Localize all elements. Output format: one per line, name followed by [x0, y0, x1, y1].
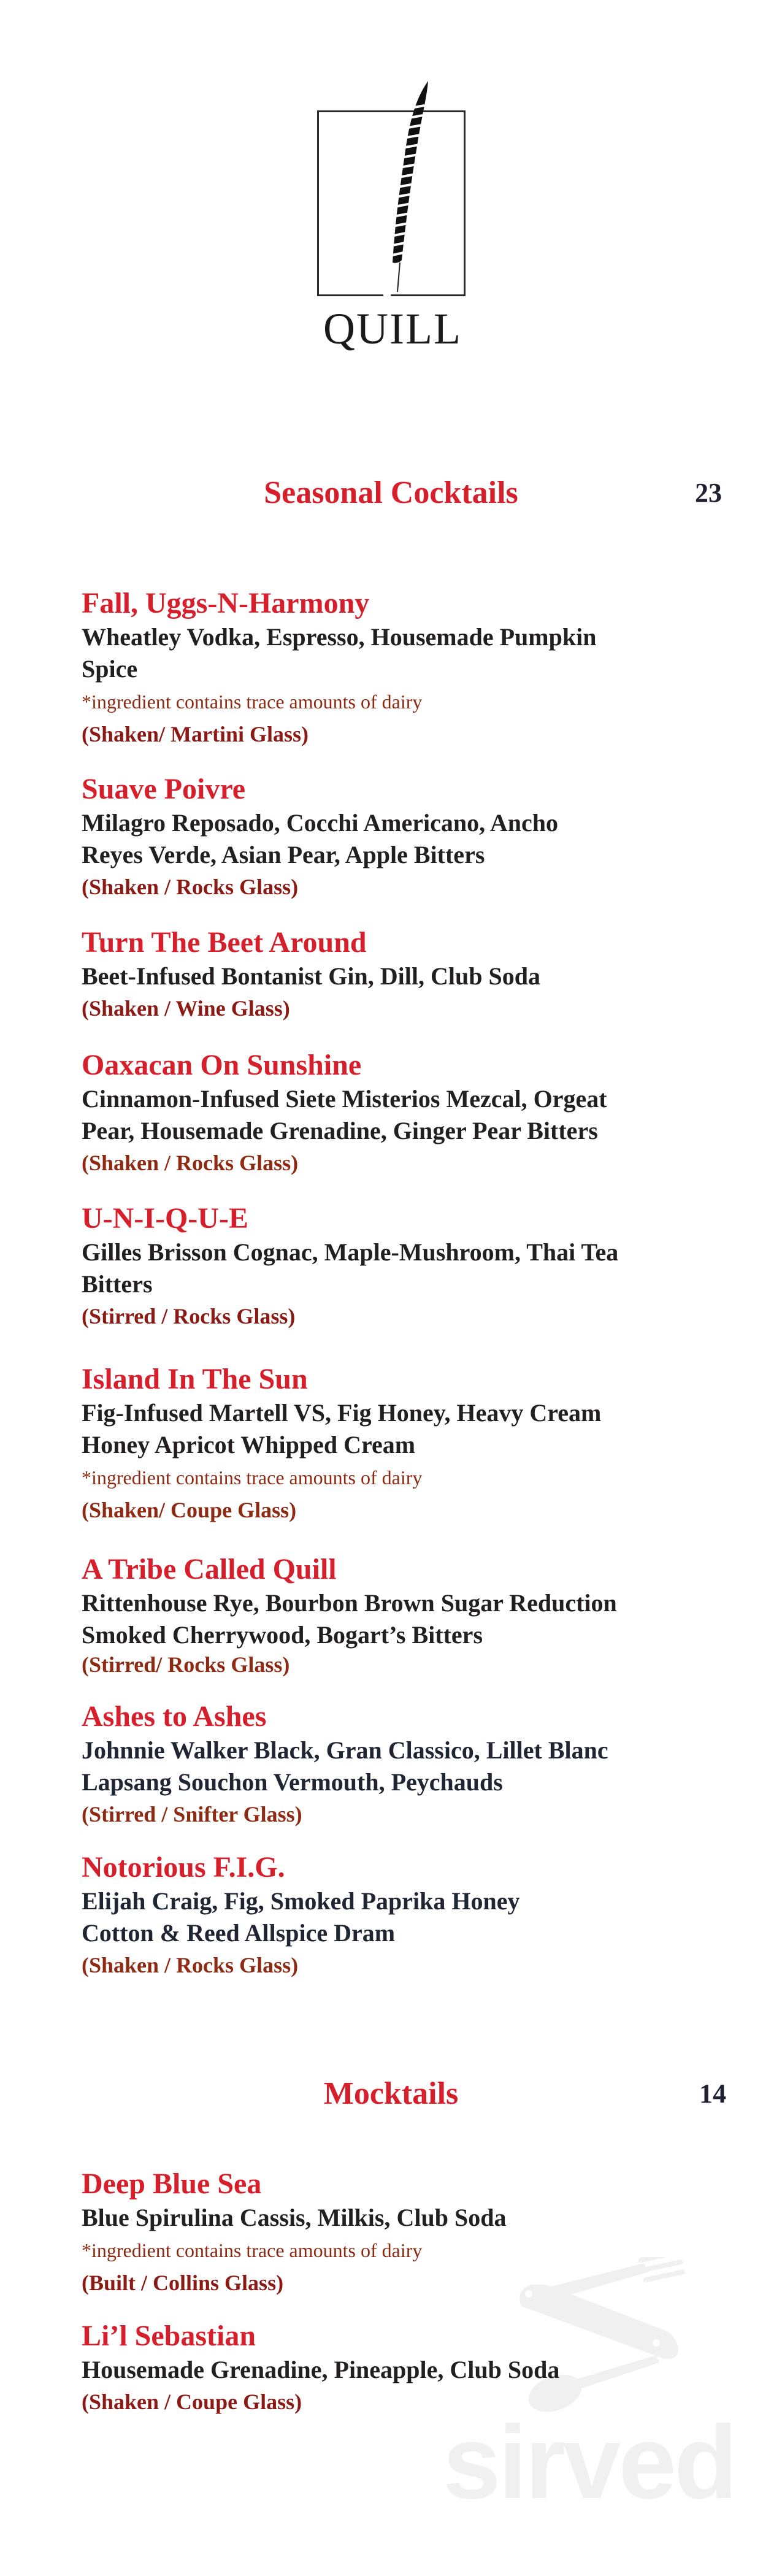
item-method: (Shaken / Rocks Glass): [82, 1151, 299, 1175]
item-method: (Stirred/ Rocks Glass): [82, 1652, 290, 1677]
feather-quill-icon: [368, 79, 442, 299]
section-price-seasonal-cocktails: 23: [695, 478, 722, 508]
item-method: (Stirred / Rocks Glass): [82, 1304, 296, 1328]
menu-item: [82, 1850, 707, 1981]
logo-wordmark: QUILL: [323, 304, 462, 353]
item-method: (Shaken / Rocks Glass): [82, 875, 299, 899]
item-name: A Tribe Called Quill: [82, 1553, 337, 1585]
menu-item: [82, 1552, 707, 1678]
item-method: (Shaken / Coupe Glass): [82, 2390, 302, 2414]
item-ingredients: Smoked Cherrywood, Bogart’s Bitters: [82, 1621, 483, 1649]
menu-item: [82, 586, 707, 750]
menu-item: [82, 1362, 707, 1526]
watermark-text: sirved: [443, 2404, 735, 2521]
menu-item: [82, 1699, 707, 1830]
item-ingredients: Pear, Housemade Grenadine, Ginger Pear Bitters: [82, 1117, 598, 1144]
item-ingredients: Cinnamon-Infused Siete Misterios Mezcal, Orgeat: [82, 1085, 607, 1113]
item-ingredients: Fig-Infused Martell VS, Fig Honey, Heavy Cream: [82, 1399, 602, 1427]
item-ingredients: Reyes Verde, Asian Pear, Apple Bitters: [82, 841, 485, 868]
item-name: Oaxacan On Sunshine: [82, 1049, 362, 1081]
menu-item: [82, 2318, 707, 2418]
item-method: (Shaken / Wine Glass): [82, 996, 290, 1021]
item-ingredients: Lapsang Souchon Vermouth, Peychauds: [82, 1768, 503, 1796]
item-method: (Built / Collins Glass): [82, 2271, 284, 2295]
item-name: Island In The Sun: [82, 1363, 308, 1395]
item-ingredients: Housemade Grenadine, Pineapple, Club Soda: [82, 2356, 560, 2383]
menu-item: [82, 2166, 707, 2299]
item-method: (Shaken/ Martini Glass): [82, 722, 309, 746]
item-dairy-note: *ingredient contains trace amounts of dairy: [82, 1466, 423, 1489]
item-dairy-note: *ingredient contains trace amounts of dairy: [82, 2239, 423, 2261]
item-name: Deep Blue Sea: [82, 2168, 262, 2200]
item-ingredients: Honey Apricot Whipped Cream: [82, 1431, 416, 1459]
item-name: Fall, Uggs-N-Harmony: [82, 587, 370, 619]
item-ingredients: Cotton & Reed Allspice Dram: [82, 1919, 396, 1947]
section-title-seasonal-cocktails: Seasonal Cocktails: [264, 475, 518, 510]
menu-item: [82, 925, 707, 1024]
item-ingredients: Johnnie Walker Black, Gran Classico, Lillet Blanc: [82, 1736, 608, 1764]
item-ingredients: Beet-Infused Bontanist Gin, Dill, Club Soda: [82, 962, 540, 990]
section-title-mocktails: Mocktails: [323, 2076, 459, 2111]
item-dairy-note: *ingredient contains trace amounts of dairy: [82, 691, 423, 713]
item-ingredients: Elijah Craig, Fig, Smoked Paprika Honey: [82, 1887, 520, 1915]
menu-item: [82, 772, 707, 903]
section-price-mocktails: 14: [699, 2079, 726, 2109]
item-name: Li’l Sebastian: [82, 2320, 256, 2352]
item-ingredients: Gilles Brisson Cognac, Maple-Mushroom, Thai Tea: [82, 1238, 619, 1266]
item-ingredients: Milagro Reposado, Cocchi Americano, Ancho: [82, 809, 559, 837]
item-ingredients: Spice: [82, 655, 138, 683]
item-name: U-N-I-Q-U-E: [82, 1202, 248, 1235]
item-method: (Stirred / Snifter Glass): [82, 1802, 302, 1827]
item-method: (Shaken / Rocks Glass): [82, 1953, 299, 1977]
item-name: Turn The Beet Around: [82, 926, 367, 959]
menu-item: [82, 1048, 707, 1179]
item-ingredients: Blue Spirulina Cassis, Milkis, Club Soda: [82, 2204, 507, 2231]
item-ingredients: Wheatley Vodka, Espresso, Housemade Pumpkin: [82, 623, 597, 651]
menu-item: [82, 1201, 707, 1332]
item-name: Suave Poivre: [82, 773, 246, 805]
item-name: Ashes to Ashes: [82, 1700, 267, 1733]
item-ingredients: Bitters: [82, 1270, 153, 1298]
item-method: (Shaken/ Coupe Glass): [82, 1498, 297, 1522]
item-name: Notorious F.I.G.: [82, 1851, 285, 1884]
item-ingredients: Rittenhouse Rye, Bourbon Brown Sugar Reduction: [82, 1589, 617, 1617]
